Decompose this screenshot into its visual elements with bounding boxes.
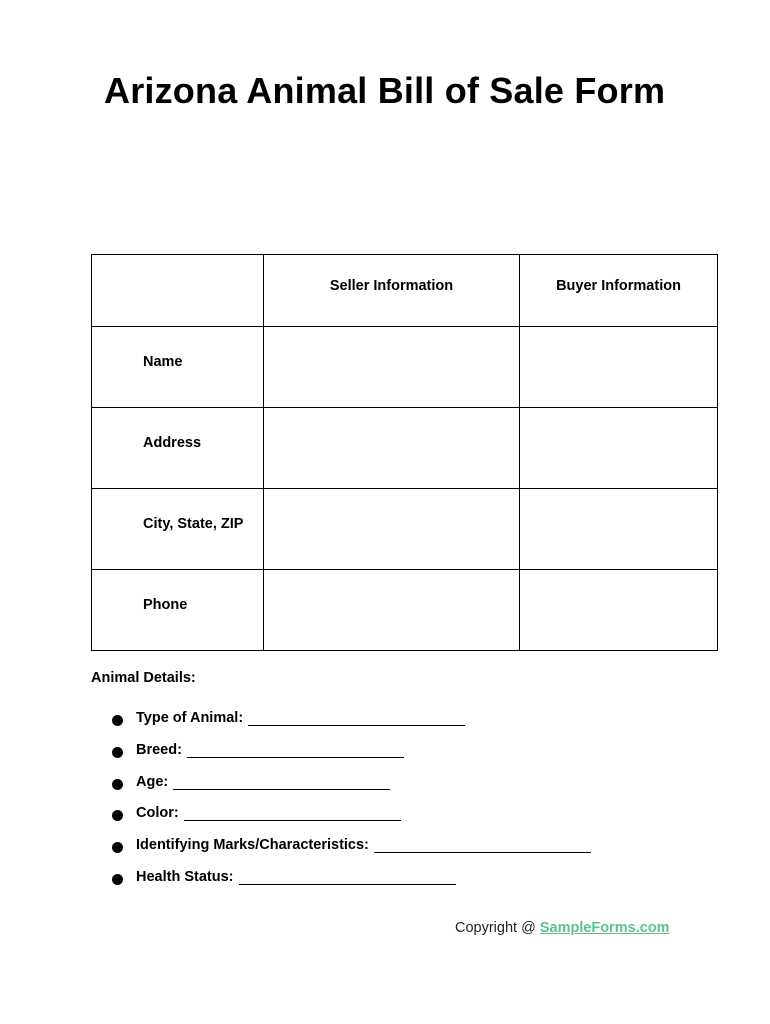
table-row-name [92,327,718,408]
animal-details-list [112,710,591,901]
field-label: Breed: [136,741,182,758]
row-label-address: Address [92,408,264,489]
type-of-animal-blank[interactable] [248,710,465,726]
row-label-city-state-zip: City, State, ZIP [92,489,264,570]
buyer-phone-cell[interactable] [520,570,718,651]
buyer-city-state-zip-cell[interactable] [520,489,718,570]
brand-link[interactable]: SampleForms.com [539,920,670,936]
bullet-icon [112,810,123,821]
bullet-icon [112,874,123,885]
field-label: Age: [136,773,169,790]
health-status-blank[interactable] [239,869,456,885]
copyright-footer [455,920,670,936]
field-label: Identifying Marks/Characteristics: [136,837,369,854]
table-header-buyer: Buyer Information [520,255,718,327]
color-blank[interactable] [184,805,401,821]
buyer-address-cell[interactable] [520,408,718,489]
breed-blank[interactable] [187,742,404,758]
table-row-phone [92,570,718,651]
table-header-empty [92,255,264,327]
age-blank[interactable] [173,774,390,790]
bullet-icon [112,715,123,726]
list-item-age [112,774,591,806]
bullet-icon [112,747,123,758]
list-item-identifying-marks [112,837,591,869]
copyright-text: Copyright @ [455,920,540,936]
table-row-city-state-zip [92,489,718,570]
page-title: Arizona Animal Bill of Sale Form [104,70,666,111]
field-label: Health Status: [136,868,234,885]
party-information-table [91,254,718,651]
bullet-icon [112,842,123,853]
table-header-seller: Seller Information [264,255,520,327]
list-item-health-status [112,869,591,901]
table-row-address [92,408,718,489]
animal-details-heading: Animal Details: [91,670,196,686]
field-label: Color: [136,805,179,822]
row-label-name: Name [92,327,264,408]
bullet-icon [112,779,123,790]
field-label: Type of Animal: [136,710,244,726]
row-label-phone: Phone [92,570,264,651]
list-item-breed [112,742,591,774]
seller-address-cell[interactable] [264,408,520,489]
list-item-type-of-animal [112,710,591,742]
list-item-color [112,805,591,837]
seller-city-state-zip-cell[interactable] [264,489,520,570]
table-header-row [92,255,718,327]
seller-phone-cell[interactable] [264,570,520,651]
buyer-name-cell[interactable] [520,327,718,408]
identifying-marks-blank[interactable] [374,837,591,853]
seller-name-cell[interactable] [264,327,520,408]
